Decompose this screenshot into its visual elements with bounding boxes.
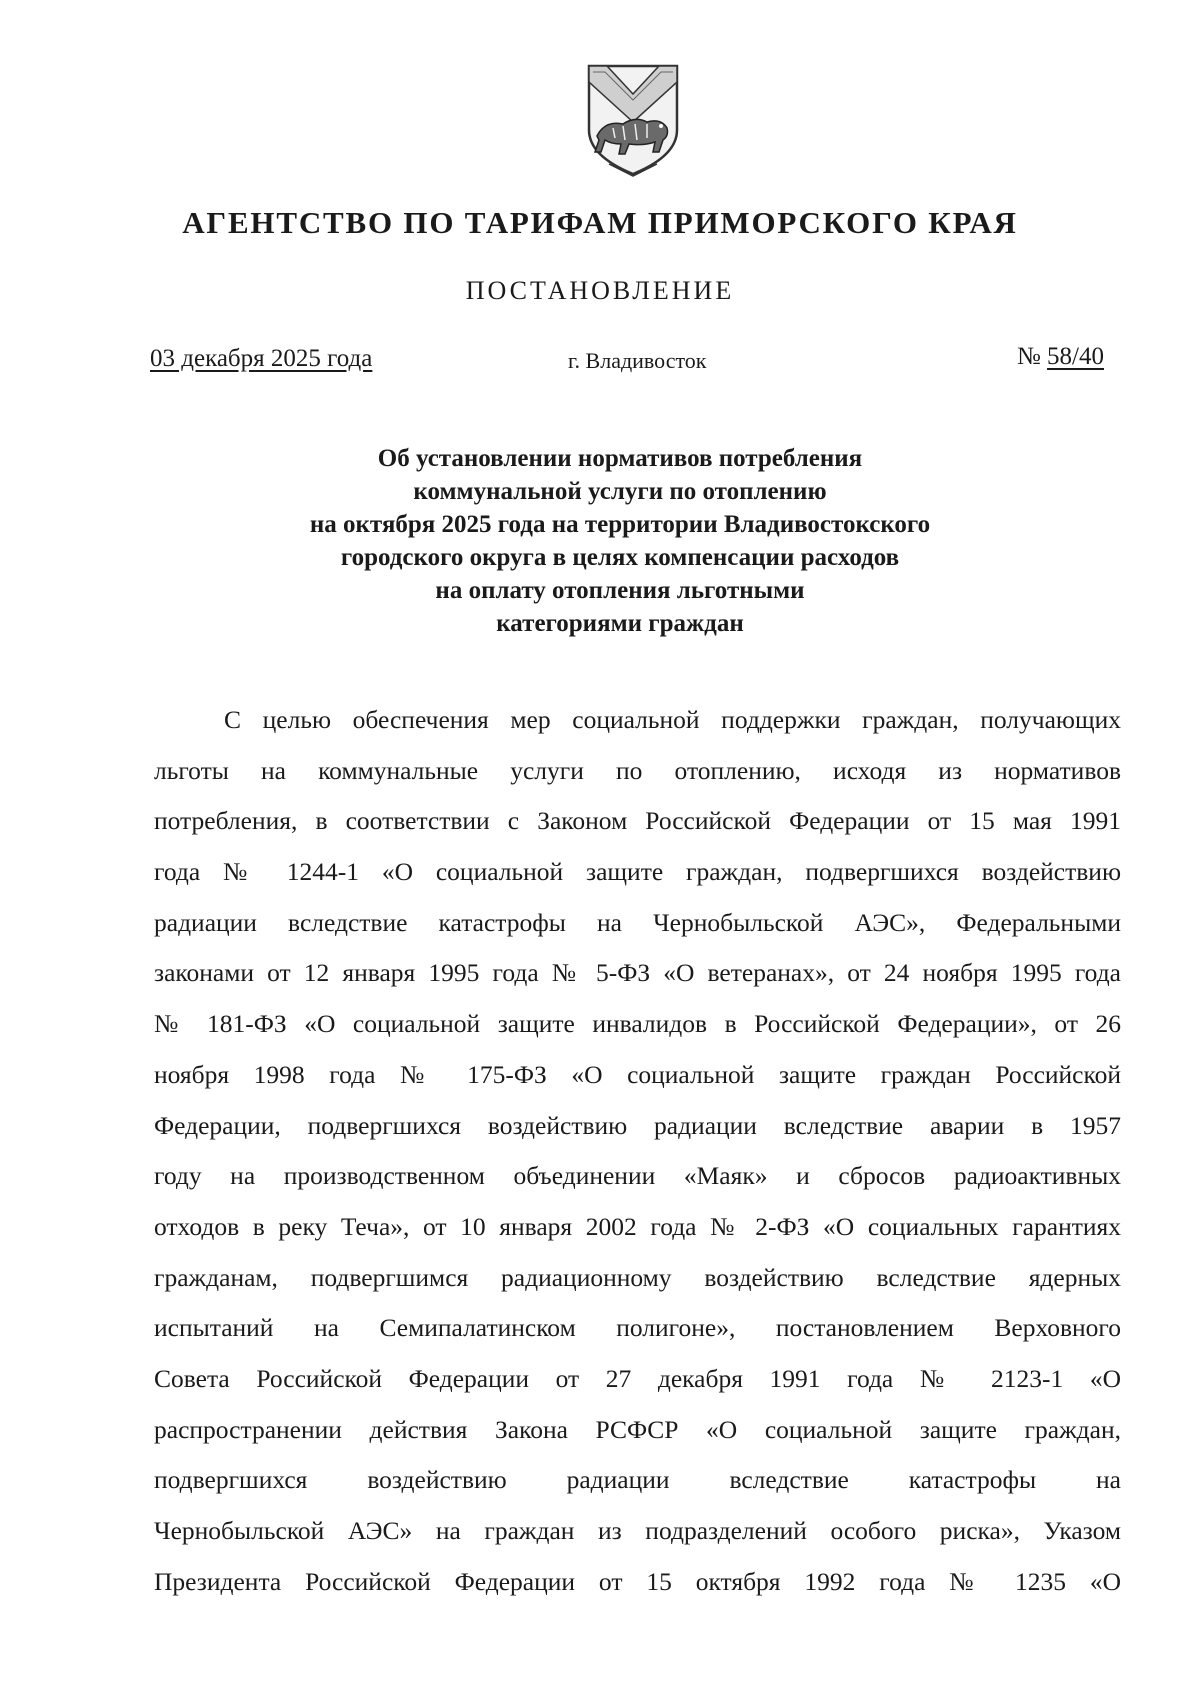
body-line: законами от 12 января 1995 года № 5-ФЗ «О ветеранах», от 24 ноября 1995 года	[154, 958, 1121, 988]
body-line: испытаний на Семипалатинском полигоне», постановлением Верховного	[154, 1313, 1121, 1343]
title-line: на октября 2025 года на территории Владивостокского	[309, 511, 931, 538]
title-line: на оплату отопления льготными	[435, 577, 805, 604]
document-number	[1017, 343, 1104, 371]
body-line: года № 1244-1 «О социальной защите граждан, подвергшихся воздействию	[154, 857, 1121, 887]
document-body	[154, 702, 1121, 1614]
coat-of-arms-tiger-icon	[583, 60, 683, 180]
body-line: Совета Российской Федерации от 27 декабря 1991 года № 2123-1 «О	[154, 1363, 1121, 1393]
body-line: распространении действия Закона РСФСР «О социальной защите граждан,	[154, 1414, 1121, 1444]
agency-name: АГЕНТСТВО ПО ТАРИФАМ ПРИМОРСКОГО КРАЯ	[182, 205, 1018, 240]
document-type: ПОСТАНОВЛЕНИЕ	[465, 276, 735, 305]
body-line: гражданам, подвергшимся радиационному воздействию вследствие ядерных	[154, 1262, 1121, 1292]
body-line: Чернобыльской АЭС» на граждан из подразделений особого риска», Указом	[154, 1516, 1121, 1545]
body-line: ноября 1998 года № 175-ФЗ «О социальной защите граждан Российской	[154, 1059, 1121, 1089]
body-line: подвергшихся воздействию радиации вследствие катастрофы на	[154, 1465, 1121, 1495]
title-line: городского округа в целях компенсации расходов	[340, 544, 900, 571]
document-date: 03 декабря 2025 года	[150, 345, 373, 372]
body-line: отходов в реку Теча», от 10 января 2002 года № 2-ФЗ «О социальных гарантиях	[154, 1211, 1121, 1241]
body-line: потребления, в соответствии с Законом Российской Федерации от 15 мая 1991	[154, 806, 1121, 836]
body-line: году на производственном объединении «Маяк» и сбросов радиоактивных	[154, 1161, 1121, 1191]
document-title	[250, 442, 990, 640]
body-line: льготы на коммунальные услуги по отоплению, исходя из нормативов	[154, 755, 1121, 785]
title-line: Об установлении нормативов потребления	[377, 445, 863, 472]
title-line: коммунальной услуги по отоплению	[413, 478, 827, 505]
body-line: С целью обеспечения мер социальной поддержки граждан, получающих	[224, 705, 1121, 734]
body-line: радиации вследствие катастрофы на Чернобыльской АЭС», Федеральными	[154, 907, 1121, 937]
body-line: Федерации, подвергшихся воздействию радиации вследствие аварии в 1957	[154, 1110, 1121, 1140]
number-prefix: №	[1016, 343, 1041, 370]
body-line: № 181-ФЗ «О социальной защите инвалидов в Российской Федерации», от 26	[154, 1009, 1121, 1039]
document-city: г. Владивосток	[568, 348, 707, 373]
title-line: категориями граждан	[496, 610, 744, 637]
number-value: 58/40	[1047, 343, 1104, 370]
body-line: Президента Российской Федерации от 15 октября 1992 года № 1235 «О	[154, 1566, 1121, 1596]
